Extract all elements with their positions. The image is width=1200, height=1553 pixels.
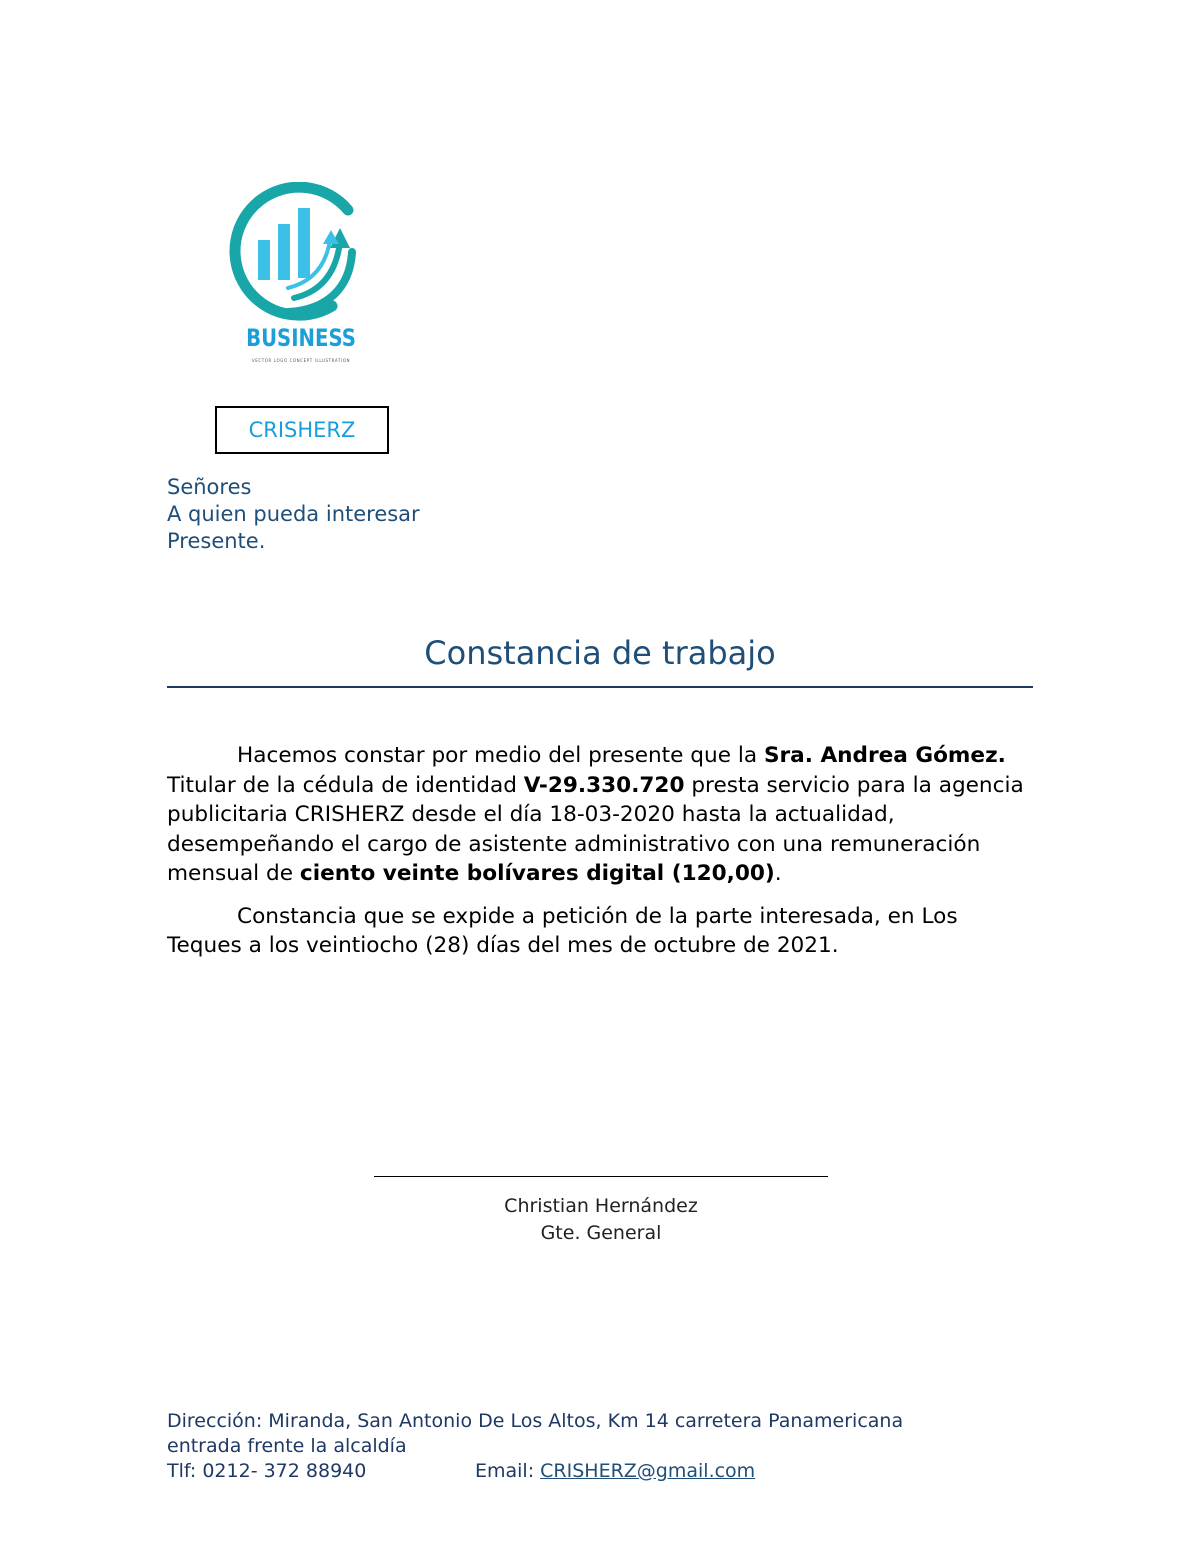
title-divider xyxy=(167,686,1033,688)
logo-wordmark: BUSINESS xyxy=(246,324,356,352)
signatory-role: Gte. General xyxy=(540,1222,662,1244)
salutation-line: Presente. xyxy=(167,529,266,553)
body-paragraph: Constancia que se expide a petición de la parte interesada, en Los Teques a los veintiocho (28) días del mes de octubre de 2021. xyxy=(167,903,958,958)
footer-phone: Tlf: 0212- 372 88940 xyxy=(167,1460,367,1482)
salutation-line: A quien pueda interesar xyxy=(167,502,420,526)
signature-line xyxy=(374,1176,828,1177)
footer-email-group xyxy=(475,1459,755,1484)
body-text-run: Titular de la cédula de identidad xyxy=(167,772,524,798)
body-text-run: . xyxy=(774,861,782,886)
footer-email-label: Email: xyxy=(475,1460,541,1482)
salutation-line: Señores xyxy=(167,475,252,499)
document-title: Constancia de trabajo xyxy=(424,634,776,672)
logo-tagline: VECTOR LOGO CONCEPT ILLUSTRATION xyxy=(251,358,351,363)
email-link[interactable]: CRISHERZ@gmail.com xyxy=(540,1460,756,1482)
salary-amount: ciento veinte bolívares digital (120,00) xyxy=(299,861,775,886)
footer-address: Dirección: Miranda, San Antonio De Los Altos, Km 14 carretera Panamericana xyxy=(167,1410,904,1432)
body-text-run: Hacemos constar por medio del presente que la xyxy=(237,743,764,768)
document-body xyxy=(167,741,1033,961)
id-number: V-29.330.720 xyxy=(523,772,685,798)
company-name: CRISHERZ xyxy=(248,418,356,442)
body-text-run: presta servicio para la agencia publicitaria CRISHERZ desde el día 18-03-2020 hasta la actualidad, desempeñando el cargo de asistente administrativo con una remuneración mensual de xyxy=(167,772,1024,886)
footer xyxy=(167,1409,1067,1484)
footer-contact xyxy=(167,1459,1067,1484)
salutation xyxy=(167,474,420,555)
footer-address: entrada frente la alcaldía xyxy=(167,1435,407,1457)
body-paragraph xyxy=(167,741,1033,889)
employee-name: Sra. Andrea Gómez. xyxy=(763,743,1006,768)
company-name-box xyxy=(215,406,389,454)
rising-bar-chart-arrow-icon xyxy=(228,182,374,322)
signatory-name: Christian Hernández xyxy=(504,1195,698,1217)
company-logo xyxy=(228,182,374,372)
